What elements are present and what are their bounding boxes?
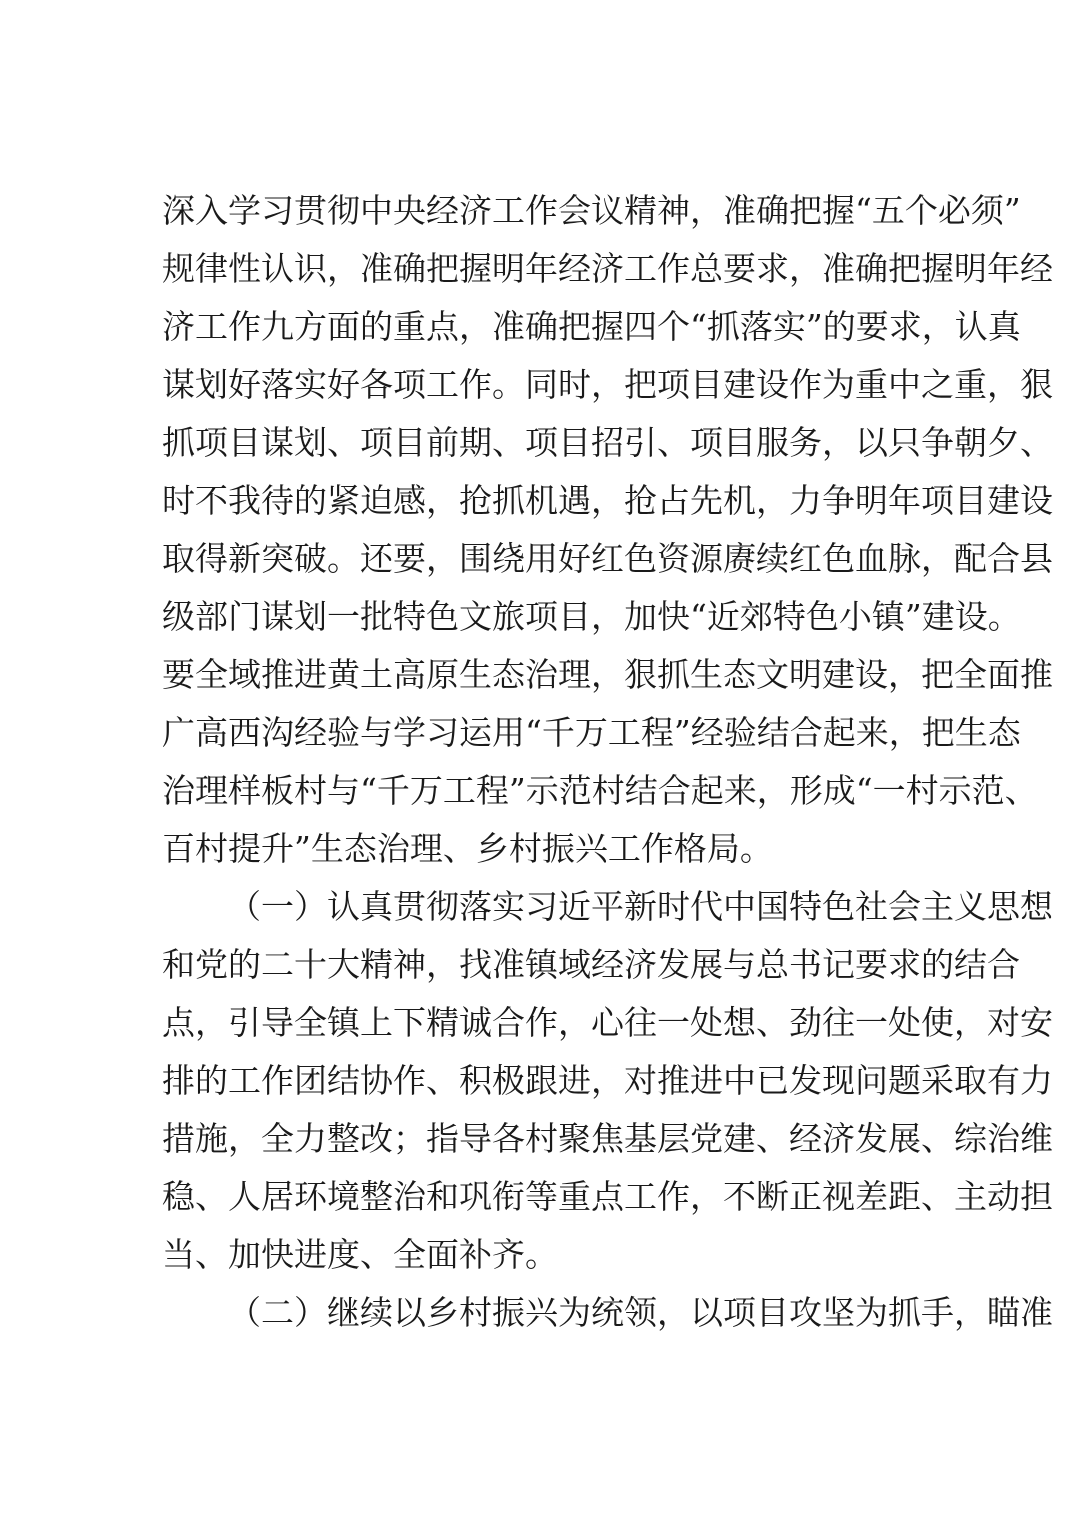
text-line: 要全域推进黄土高原生态治理，狠抓生态文明建设，把全面推 xyxy=(162,655,1053,694)
text-line: 深入学习贯彻中央经济工作会议精神，准确把握“五个必须” xyxy=(162,191,1021,230)
text-line: 济工作九方面的重点，准确把握四个“抓落实”的要求，认真 xyxy=(162,307,1021,346)
text-line: 取得新突破。还要，围绕用好红色资源赓续红色血脉，配合县 xyxy=(162,539,1053,578)
text-line: 点，引导全镇上下精诚合作，心往一处想、劲往一处使，对安 xyxy=(162,1003,1053,1042)
text-line: 百村提升”生态治理、乡村振兴工作格局。 xyxy=(162,829,773,868)
text-line: 稳、人居环境整治和巩衔等重点工作，不断正视差距、主动担 xyxy=(162,1177,1053,1216)
paragraph-heading-2: （二）继续以乡村振兴为统领，以项目攻坚为抓手，瞄准 xyxy=(228,1293,1053,1332)
text-line: 谋划好落实好各项工作。同时，把项目建设作为重中之重，狠 xyxy=(162,365,1053,404)
text-line: 抓项目谋划、项目前期、项目招引、项目服务，以只争朝夕、 xyxy=(162,423,1053,462)
paragraph-heading-1: （一）认真贯彻落实习近平新时代中国特色社会主义思想 xyxy=(228,887,1053,926)
text-line: 规律性认识，准确把握明年经济工作总要求，准确把握明年经 xyxy=(162,249,1053,288)
text-line: 当、加快进度、全面补齐。 xyxy=(162,1235,558,1274)
text-line: 排的工作团结协作、积极跟进，对推进中已发现问题采取有力 xyxy=(162,1061,1053,1100)
text-line: 和党的二十大精神，找准镇域经济发展与总书记要求的结合 xyxy=(162,945,1020,984)
text-line: 时不我待的紧迫感，抢抓机遇，抢占先机，力争明年项目建设 xyxy=(162,481,1053,520)
text-line: 广高西沟经验与学习运用“千万工程”经验结合起来，把生态 xyxy=(162,713,1021,752)
text-line: 治理样板村与“千万工程”示范村结合起来，形成“一村示范、 xyxy=(162,771,1038,810)
text-line: 措施，全力整改；指导各村聚焦基层党建、经济发展、综治维 xyxy=(162,1119,1053,1158)
text-line: 级部门谋划一批特色文旅项目，加快“近郊特色小镇”建设。 xyxy=(162,597,1021,636)
